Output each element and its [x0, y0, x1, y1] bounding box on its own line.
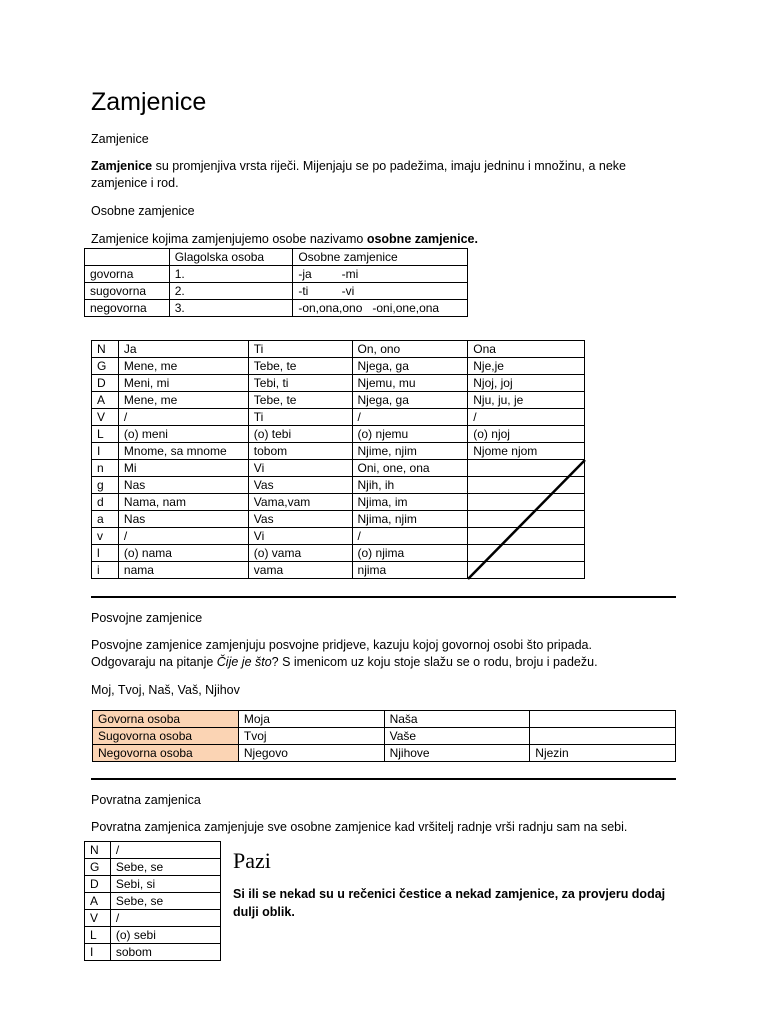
table-cell: / — [110, 910, 220, 927]
table-cell: Mi — [118, 460, 248, 477]
povratna-table — [84, 841, 221, 961]
table-cell — [530, 728, 676, 745]
table-cell: Vama,vam — [248, 494, 352, 511]
table-row — [92, 477, 585, 494]
posvojne-paragraph — [91, 637, 681, 671]
table-cell: Sebe, se — [110, 893, 220, 910]
table-cell: Mnome, sa mnome — [118, 443, 248, 460]
table-cell: njima — [352, 562, 468, 579]
table-cell: sobom — [110, 944, 220, 961]
case-label: D — [92, 375, 119, 392]
table-row — [85, 944, 221, 961]
posvojne-line-2-text: Odgovaraju na pitanje — [91, 655, 217, 669]
case-label: V — [85, 910, 111, 927]
table-cell: Njega, ga — [352, 392, 468, 409]
table-cell: Mene, me — [118, 392, 248, 409]
table-cell: Njemu, mu — [352, 375, 468, 392]
case-label: D — [85, 876, 111, 893]
table-cell-label: Govorna osoba — [93, 711, 239, 728]
table-cell: Oni, one, ona — [352, 460, 468, 477]
section-divider — [91, 596, 676, 598]
case-label: A — [85, 893, 111, 910]
table-cell: Sebe, se — [110, 859, 220, 876]
case-label: g — [92, 477, 119, 494]
table-cell: Njih, ih — [352, 477, 468, 494]
table-cell — [468, 511, 585, 528]
table-cell: (o) sebi — [110, 927, 220, 944]
table-cell: sugovorna — [85, 283, 170, 300]
table-row — [85, 927, 221, 944]
table-row — [92, 494, 585, 511]
table-row — [92, 375, 585, 392]
table-cell: vama — [248, 562, 352, 579]
table-cell: Njega, ga — [352, 358, 468, 375]
intro-bold-term: Zamjenice — [91, 159, 153, 173]
table-cell: On, ono — [352, 341, 468, 358]
table-cell: (o) njoj — [468, 426, 585, 443]
declension-table — [91, 340, 585, 579]
povratna-heading: Povratna zamjenica — [91, 793, 201, 807]
table-cell: Njoj, joj — [468, 375, 585, 392]
table-cell-label: Negovorna osoba — [93, 745, 239, 762]
table-cell: Moja — [238, 711, 384, 728]
table-row — [85, 266, 468, 283]
table-header: Osobne zamjenice — [293, 249, 468, 266]
table-cell: 3. — [169, 300, 293, 317]
osobne-sentence — [91, 231, 478, 248]
table-cell: 2. — [169, 283, 293, 300]
case-label: v — [92, 528, 119, 545]
case-label: N — [92, 341, 119, 358]
table-cell: -on,ona,ono -oni,one,ona — [293, 300, 468, 317]
povratna-sentence: Povratna zamjenica zamjenjuje sve osobne zamjenice kad vršitelj radnje vrši radnju sam na sebi. — [91, 820, 628, 834]
case-label: d — [92, 494, 119, 511]
posvojne-line-1: Posvojne zamjenice zamjenjuju posvojne pridjeve, kazuju kojoj govornoj osobi što pripada. — [91, 638, 592, 652]
table-row — [85, 859, 221, 876]
table-cell: (o) tebi — [248, 426, 352, 443]
note-title: Pazi — [233, 848, 271, 873]
posvojne-table — [92, 710, 676, 762]
posvojne-line-2 — [91, 654, 681, 671]
table-cell — [530, 711, 676, 728]
table-cell: Ona — [468, 341, 585, 358]
osobne-sentence-text: Zamjenice kojima zamjenjujemo osobe nazivamo — [91, 232, 367, 246]
case-label: N — [85, 842, 111, 859]
table-cell: / — [468, 409, 585, 426]
table-cell: / — [118, 528, 248, 545]
case-label: G — [85, 859, 111, 876]
table-cell: Njezin — [530, 745, 676, 762]
table-row — [92, 460, 585, 477]
table-row — [92, 443, 585, 460]
table-cell: -ja -mi — [293, 266, 468, 283]
table-cell: Tebi, ti — [248, 375, 352, 392]
intro-text: su promjenjiva vrsta riječi. Mijenjaju se po padežima, imaju jedninu i množinu, a neke zamjenice i rod. — [91, 159, 626, 190]
table-row — [93, 711, 676, 728]
table-cell — [468, 477, 585, 494]
table-cell: govorna — [85, 266, 170, 283]
table-cell: tobom — [248, 443, 352, 460]
table-cell: Nas — [118, 477, 248, 494]
table-cell: 1. — [169, 266, 293, 283]
table-row — [93, 745, 676, 762]
case-label: a — [92, 511, 119, 528]
table-cell: Vaše — [384, 728, 530, 745]
case-label: I — [85, 944, 111, 961]
note-text: Si ili se nekad su u rečenici čestice a nekad zamjenice, za provjeru dodaj dulji oblik. — [233, 887, 666, 919]
table-cell: (o) meni — [118, 426, 248, 443]
table-cell: Ti — [248, 409, 352, 426]
page-title: Zamjenice — [91, 88, 207, 116]
case-label: G — [92, 358, 119, 375]
table-cell: Njime, njim — [352, 443, 468, 460]
table-row — [92, 426, 585, 443]
table-cell: / — [352, 528, 468, 545]
case-label: L — [85, 927, 111, 944]
table-cell: Tvoj — [238, 728, 384, 745]
table-cell: Njegovo — [238, 745, 384, 762]
section-divider — [91, 778, 676, 780]
table-cell — [468, 460, 585, 477]
table-cell: Vas — [248, 511, 352, 528]
table-header: Glagolska osoba — [169, 249, 293, 266]
table-row — [85, 876, 221, 893]
table-row — [85, 910, 221, 927]
table-cell: (o) vama — [248, 545, 352, 562]
table-row — [93, 728, 676, 745]
posvojne-question: Čije je što — [216, 655, 272, 669]
table-cell — [468, 545, 585, 562]
osobne-sentence-bold: osobne zamjenice. — [366, 232, 478, 246]
table-cell: Nama, nam — [118, 494, 248, 511]
table-row — [85, 300, 468, 317]
table-cell: -ti -vi — [293, 283, 468, 300]
table-cell: / — [118, 409, 248, 426]
table-cell: Mene, me — [118, 358, 248, 375]
case-label: L — [92, 426, 119, 443]
table-cell — [468, 528, 585, 545]
table-cell: (o) nama — [118, 545, 248, 562]
table-cell: Naša — [384, 711, 530, 728]
osobne-heading: Osobne zamjenice — [91, 204, 195, 218]
table-cell-label: Sugovorna osoba — [93, 728, 239, 745]
table-row — [85, 893, 221, 910]
table-row — [92, 562, 585, 579]
table-cell: Tebe, te — [248, 392, 352, 409]
posvojne-line-2-end: ? S imenicom uz koju stoje slažu se o rodu, broju i padežu. — [271, 655, 598, 669]
case-label: A — [92, 392, 119, 409]
table-cell: Vas — [248, 477, 352, 494]
subtitle: Zamjenice — [91, 132, 149, 146]
table-cell: Njihove — [384, 745, 530, 762]
table-cell: Vi — [248, 460, 352, 477]
posvojne-heading: Posvojne zamjenice — [91, 611, 203, 625]
table-cell — [85, 249, 170, 266]
case-label: I — [92, 443, 119, 460]
table-cell — [468, 562, 585, 579]
table-row — [85, 842, 221, 859]
table-row — [92, 511, 585, 528]
table-cell: Meni, mi — [118, 375, 248, 392]
table-cell: (o) njemu — [352, 426, 468, 443]
table-cell: / — [352, 409, 468, 426]
table-cell: Njima, njim — [352, 511, 468, 528]
table-row — [85, 283, 468, 300]
table-cell: Nju, ju, je — [468, 392, 585, 409]
case-label: i — [92, 562, 119, 579]
table-cell: negovorna — [85, 300, 170, 317]
table-cell: Ja — [118, 341, 248, 358]
table-cell: Nas — [118, 511, 248, 528]
table-row — [85, 249, 468, 266]
table-cell: Njome njom — [468, 443, 585, 460]
osobne-table — [84, 248, 468, 317]
case-label: n — [92, 460, 119, 477]
table-row — [92, 358, 585, 375]
table-row — [92, 409, 585, 426]
table-cell: (o) njima — [352, 545, 468, 562]
table-row — [92, 528, 585, 545]
table-cell: Njima, im — [352, 494, 468, 511]
table-cell: nama — [118, 562, 248, 579]
posvojne-examples: Moj, Tvoj, Naš, Vaš, Njihov — [91, 683, 240, 697]
case-label: V — [92, 409, 119, 426]
table-cell: Nje,je — [468, 358, 585, 375]
table-cell: Tebe, te — [248, 358, 352, 375]
table-cell: Sebi, si — [110, 876, 220, 893]
table-row — [92, 392, 585, 409]
table-row — [92, 341, 585, 358]
table-cell: Ti — [248, 341, 352, 358]
table-row — [92, 545, 585, 562]
case-label: l — [92, 545, 119, 562]
intro-paragraph — [91, 158, 681, 192]
table-cell — [468, 494, 585, 511]
table-cell: Vi — [248, 528, 352, 545]
table-cell: / — [110, 842, 220, 859]
